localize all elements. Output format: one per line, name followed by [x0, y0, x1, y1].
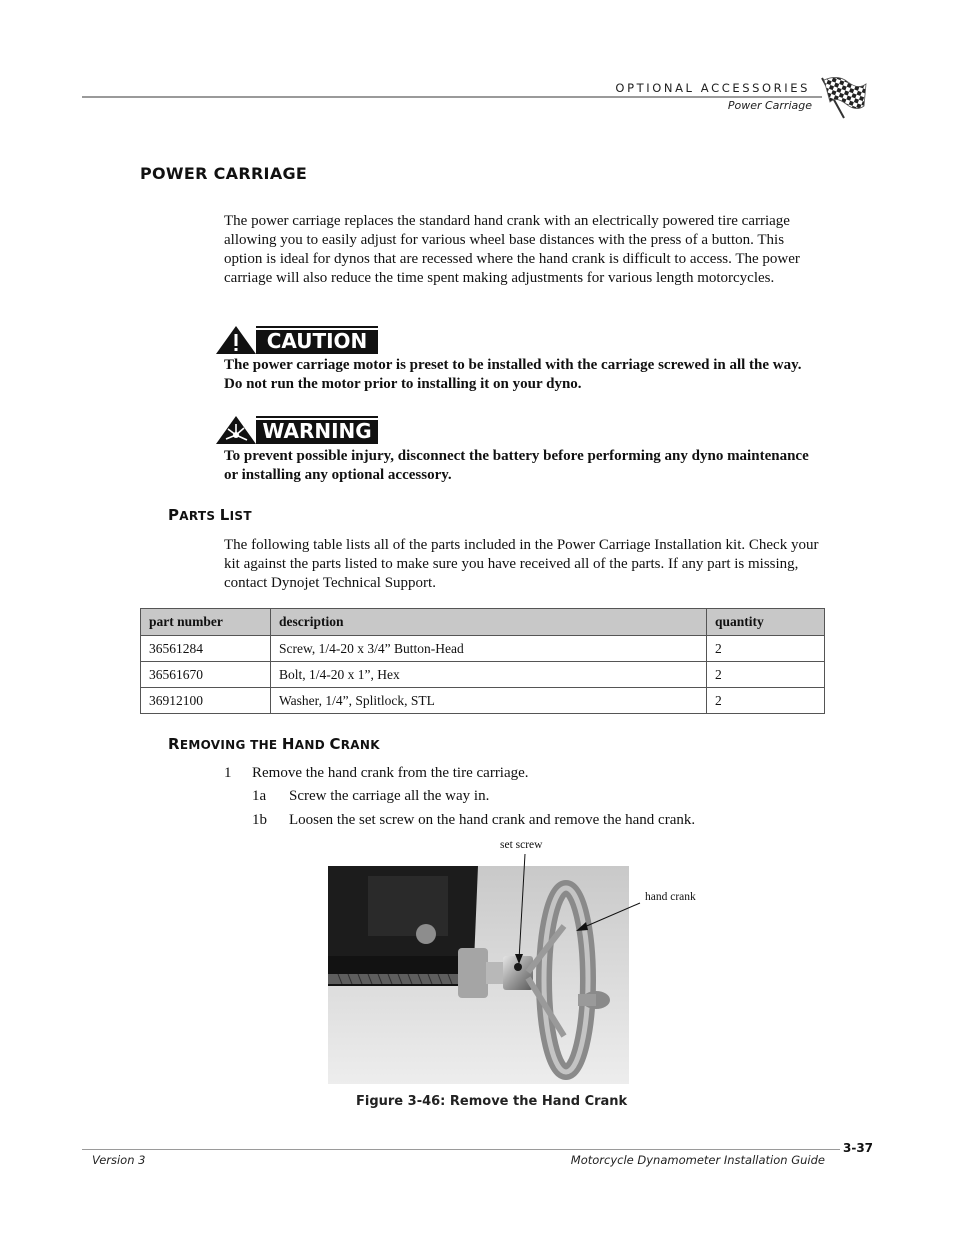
- checkered-flag-icon: [818, 72, 868, 120]
- warning-text: To prevent possible injury, disconnect the battery before performing any dyno maintenance or installing any optional accessory.: [224, 448, 809, 483]
- step-number: 1b: [252, 812, 267, 828]
- description-cell: Bolt, 1/4-20 x 1”, Hex: [271, 662, 707, 688]
- quantity-cell: 2: [707, 636, 825, 662]
- quantity-cell: 2: [707, 662, 825, 688]
- step-text: Loosen the set screw on the hand crank and remove the hand crank.: [289, 812, 696, 828]
- intro-paragraph: The power carriage replaces the standard hand crank with an electrically powered tire carriage allowing you to easily adjust for various wheel base distances with the press of a button. This option is ideal for dynos that are recessed where the hand crank is difficult to access. The power carriage will also reduce the time spent making adjustments for various length motorcycles.: [224, 213, 800, 286]
- page-number: 3-37: [843, 1141, 874, 1155]
- warning-badge: [214, 415, 380, 445]
- warning-label: WARNING: [262, 419, 372, 443]
- step-number: 1: [224, 765, 232, 781]
- parts-table: [140, 608, 825, 714]
- parts-list-intro: The following table lists all of the parts included in the Power Carriage Installation kit. Check your kit against the parts listed to make sure you have received all of the parts. If any part is missing, contact Dynojet Technical Support.: [224, 537, 819, 591]
- parts-list-heading: PARTS LIST: [168, 506, 252, 524]
- description-cell: Screw, 1/4-20 x 3/4” Button-Head: [271, 636, 707, 662]
- footer-guide-title: Motorcycle Dynamometer Installation Guide: [570, 1153, 825, 1167]
- step-text: Screw the carriage all the way in.: [289, 788, 490, 804]
- step-text: Remove the hand crank from the tire carriage.: [252, 765, 529, 781]
- warning-burst-icon: [214, 415, 380, 445]
- header-section-title: OPTIONAL ACCESSORIES: [615, 81, 810, 95]
- header-subsection: Power Carriage: [727, 99, 812, 112]
- step-number: 1a: [252, 788, 267, 804]
- part-number-cell: 36912100: [141, 688, 271, 714]
- caution-text: The power carriage motor is preset to be installed with the carriage screwed in all the way. Do not run the motor prior to installing it on your dyno.: [224, 357, 802, 392]
- caution-triangle-icon: [214, 325, 380, 355]
- part-number-cell: 36561670: [141, 662, 271, 688]
- footer-rule: [82, 1149, 840, 1150]
- table-row: [141, 636, 825, 662]
- table-row: [141, 688, 825, 714]
- removing-hand-crank-heading: REMOVING THE HAND CRANK: [168, 735, 380, 753]
- page-title: POWER CARRIAGE: [140, 164, 308, 183]
- column-header: quantity: [707, 609, 825, 636]
- header-rule: [82, 96, 822, 98]
- table-row: [141, 662, 825, 688]
- part-number-cell: 36561284: [141, 636, 271, 662]
- callout-leaders: [500, 850, 650, 970]
- quantity-cell: 2: [707, 688, 825, 714]
- caution-label: CAUTION: [266, 329, 368, 353]
- column-header: description: [271, 609, 707, 636]
- figure-caption: Figure 3-46: Remove the Hand Crank: [356, 1094, 628, 1109]
- column-header: part number: [141, 609, 271, 636]
- callout-hand-crank: hand crank: [645, 891, 696, 903]
- table-header-row: [141, 609, 825, 636]
- caution-badge: [214, 325, 380, 355]
- description-cell: Washer, 1/4”, Splitlock, STL: [271, 688, 707, 714]
- footer-version: Version 3: [92, 1153, 146, 1167]
- callout-set-screw: set screw: [500, 839, 543, 851]
